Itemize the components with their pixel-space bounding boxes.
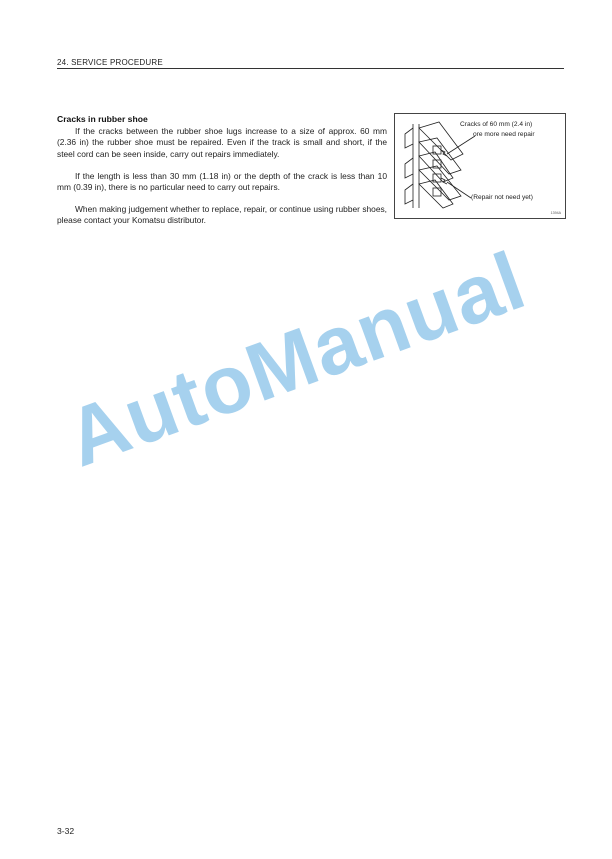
header-divider: [57, 68, 564, 69]
section-header: 24. SERVICE PROCEDURE: [57, 58, 163, 67]
caption-need-repair: ore more need repair: [473, 131, 535, 138]
caption-repair-not-needed: (Repair not need yet): [471, 194, 533, 201]
paragraph-contact-distributor: When making judgement whether to replace, repair, or continue using rubber shoes, please contact your Komatsu distributor.: [57, 204, 387, 226]
page-number: 3-32: [57, 826, 75, 836]
rubber-shoe-crack-figure: [394, 113, 566, 219]
caption-crack-size: Cracks of 60 mm (2.4 in): [460, 121, 533, 128]
watermark-logo: AutoManual: [55, 235, 537, 485]
rubber-shoe-illustration: [395, 114, 565, 218]
cracks-section: [57, 114, 387, 238]
paragraph-repair-criteria: If the cracks between the rubber shoe lugs increase to a size of approx. 60 mm (2.36 in) the rubber shoe must be repaired. Even if the track is small and short, if the steel cord can be seen inside, carry out repairs immediately.: [57, 126, 387, 159]
section-heading: Cracks in rubber shoe: [57, 114, 148, 124]
figure-code: 1394A: [550, 211, 561, 215]
paragraph-no-repair-needed: If the length is less than 30 mm (1.18 in) or the depth of the crack is less than 10 mm (0.39 in), there is no particular need to carry out repairs.: [57, 170, 387, 193]
